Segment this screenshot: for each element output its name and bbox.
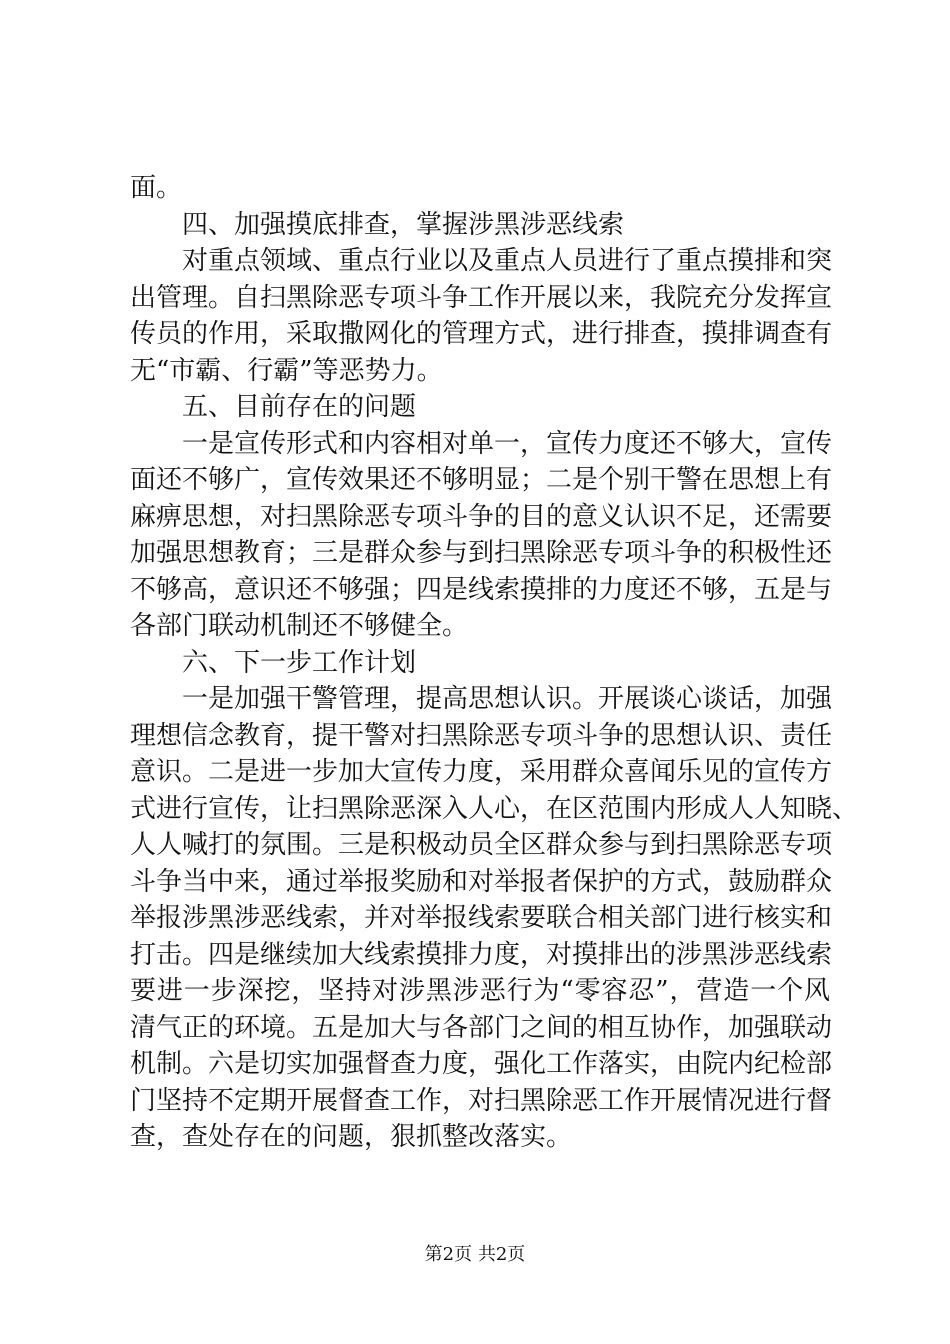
text-line: 理想信念教育，提干警对扫黑除恶专项斗争的思想认识、责任 (130, 720, 833, 751)
text-line: 麻痹思想，对扫黑除恶专项斗争的目的意义认识不足，还需要 (130, 501, 833, 532)
text-line: 面。 (130, 173, 183, 203)
document-body (130, 170, 859, 1156)
text-line: 人人喊打的氛围。三是积极动员全区群众参与到扫黑除恶专项 (130, 830, 833, 860)
text-line: 打击。四是继续加大线索摸排力度，对摸排出的涉黑涉恶线索 (130, 939, 833, 970)
text-line: 斗争当中来，通过举报奖励和对举报者保护的方式，鼓励群众 (130, 866, 833, 897)
text-line: 查，查处存在的问题，狠抓整改落实。 (130, 1122, 573, 1152)
text-line: 加强思想教育；三是群众参与到扫黑除恶专项斗争的积极性还 (130, 538, 833, 568)
text-line: 不够高，意识还不够强；四是线索摸排的力度还不够，五是与 (130, 574, 833, 605)
text-line: 清气正的环境。五是加大与各部门之间的相互协作，加强联动 (130, 1012, 833, 1043)
text-line: 式进行宣传，让扫黑除恶深入人心，在区范围内形成人人知晓、 (130, 793, 859, 824)
text-line: 无“市霸、行霸”等恶势力。 (130, 355, 443, 386)
text-line: 意识。二是进一步加大宣传力度，采用群众喜闻乐见的宣传方 (130, 757, 833, 787)
text-line: 要进一步深挖，坚持对涉黑涉恶行为“零容忍”，营造一个风 (130, 976, 830, 1006)
text-line: 一是加强干警管理，提高思想认识。开展谈心谈话，加强 (182, 684, 833, 714)
text-line: 机制。六是切实加强督查力度，强化工作落实，由院内纪检部 (130, 1049, 833, 1079)
text-line: 五、目前存在的问题 (182, 392, 417, 422)
text-line: 一是宣传形式和内容相对单一，宣传力度还不够大，宣传 (182, 428, 833, 459)
text-line: 面还不够广，宣传效果还不够明显；二是个别干警在思想上有 (130, 465, 833, 495)
text-line: 门坚持不定期开展督查工作，对扫黑除恶工作开展情况进行督 (130, 1085, 833, 1116)
text-line: 对重点领域、重点行业以及重点人员进行了重点摸排和突 (182, 246, 833, 276)
text-line: 出管理。自扫黑除恶专项斗争工作开展以来，我院充分发挥宣 (130, 282, 833, 313)
text-line: 传员的作用，采取撒网化的管理方式，进行排查，摸排调查有 (130, 319, 833, 349)
text-line: 四、加强摸底排查，掌握涉黑涉恶线索 (182, 209, 625, 240)
page-footer: 第2页 共2页 (424, 1244, 526, 1265)
text-line: 六、下一步工作计划 (182, 647, 417, 678)
text-line: 举报涉黑涉恶线索，并对举报线索要联合相关部门进行核实和 (130, 903, 833, 933)
text-line: 各部门联动机制还不够健全。 (130, 611, 469, 641)
